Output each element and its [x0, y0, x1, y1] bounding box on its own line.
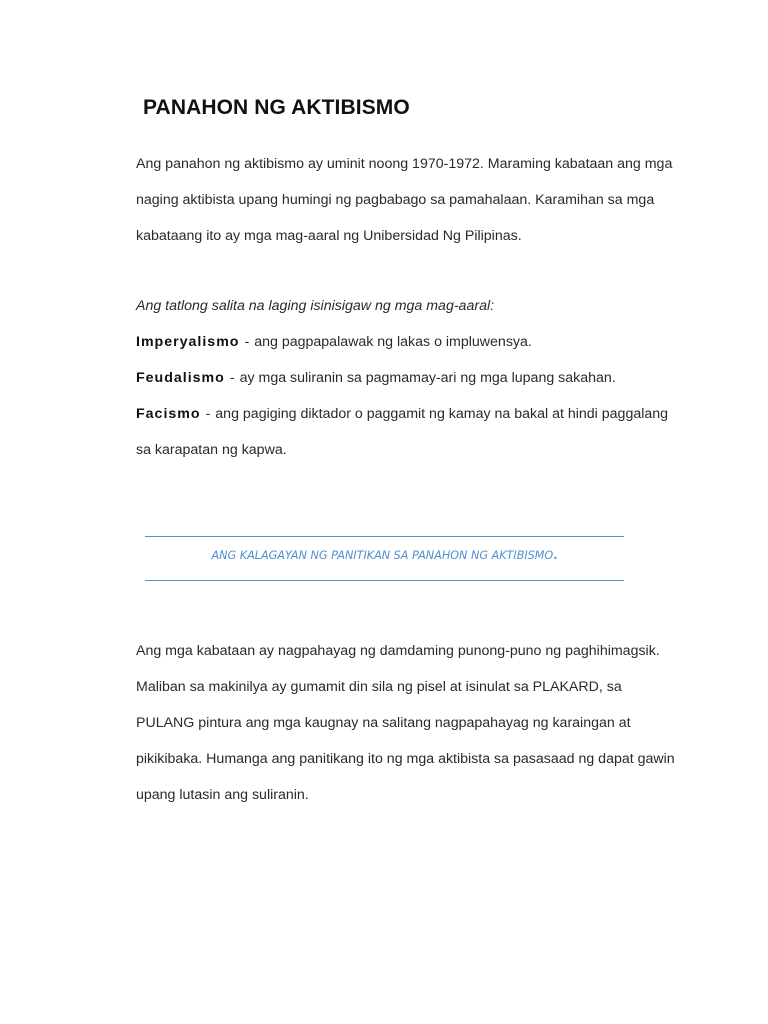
section-divider-bottom: [145, 580, 624, 581]
intro-paragraph: Ang panahon ng aktibismo ay uminit noong 1970-1972. Maraming kabataan ang mga naging aktibista upang humingi ng pagbabago sa pamahalaan. Karamihan sa mga kabataang ito ay mga mag-aaral ng Unibersidad Ng Pilipinas.: [136, 156, 673, 244]
page-title: PANAHON NG AKTIBISMO: [143, 96, 410, 119]
definition-list: [136, 324, 681, 468]
definition-separator: -: [244, 334, 250, 350]
definition-text: ay mga suliranin sa pagmamay-ari ng mga lupang sakahan.: [239, 370, 616, 386]
closing-paragraph: Ang mga kabataan ay nagpahayag ng damdaming punong-puno ng paghihimagsik. Maliban sa makinilya ay gumamit din sila ng pisel at isinulat sa PLAKARD, sa PULANG pintura ang mga kaugnay na salitang nagpapahayag ng karaingan at pikikibaka. Humanga ang panitikang ito ng mga aktibista sa pasasaad ng dapat gawin upang lutasin ang suliranin.: [136, 643, 675, 803]
section-heading-text: ANG KALAGAYAN NG PANITIKAN SA PANAHON NG AKTIBISMO: [211, 549, 554, 562]
lead-in-text: Ang tatlong salita na laging isinisigaw ng mga mag-aaral: [136, 298, 491, 314]
definition-item-imperyalismo: [136, 324, 681, 360]
definition-item-facismo: [136, 396, 681, 468]
section-heading-period: .: [553, 549, 558, 562]
lead-in-line: [136, 288, 494, 324]
section-heading: [145, 549, 624, 562]
definition-item-feudalismo: [136, 360, 681, 396]
definition-text: ang pagiging diktador o paggamit ng kamay na bakal at hindi paggalang sa karapatan ng kapwa.: [136, 406, 669, 458]
section-divider-top: [145, 536, 624, 537]
definition-term: Imperyalismo: [136, 334, 240, 350]
definition-term: Feudalismo: [136, 370, 225, 386]
lead-in-colon: :: [490, 298, 495, 314]
definition-term: Facismo: [136, 406, 201, 422]
definition-text: ang pagpapalawak ng lakas o impluwensya.: [254, 334, 532, 350]
definition-separator: -: [205, 406, 211, 422]
definition-separator: -: [229, 370, 235, 386]
